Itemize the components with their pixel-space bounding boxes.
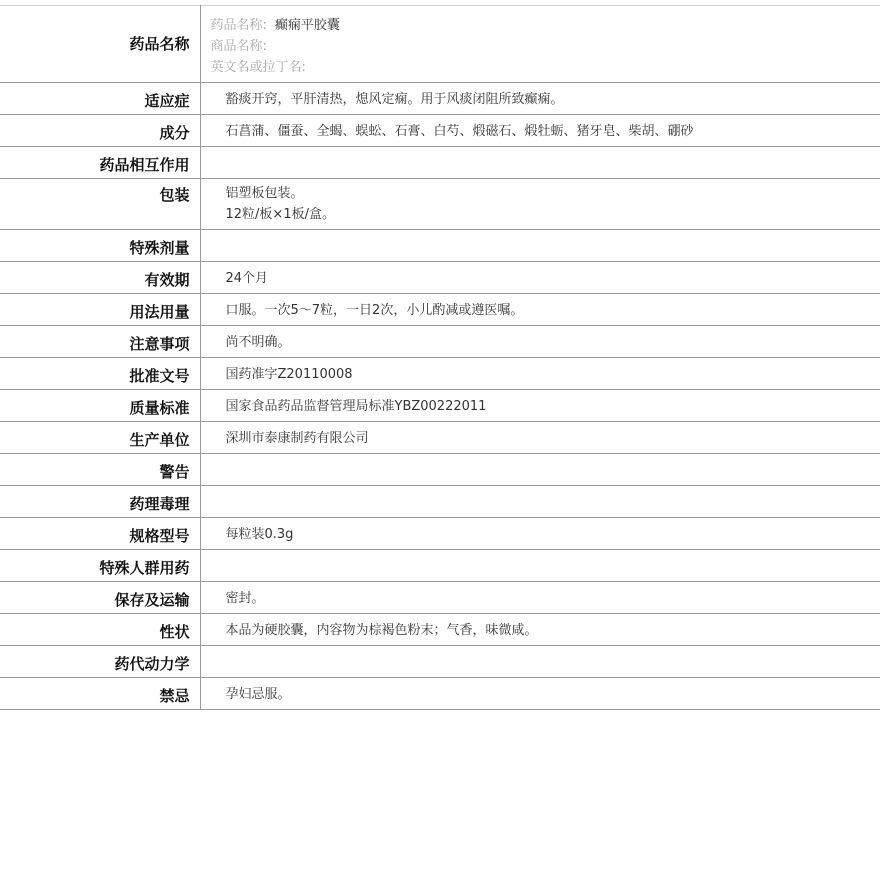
spec-value: 尚不明确。 — [225, 335, 291, 350]
spec-label: 保存及运输 — [114, 591, 190, 609]
spec-row-approval-number — [0, 358, 880, 390]
spec-value: 国家食品药品监督管理局标准YBZ00222011 — [225, 399, 487, 414]
drug-name-block — [201, 6, 880, 78]
spec-label-cell — [0, 294, 200, 326]
spec-value — [201, 646, 880, 652]
generic-name-key: 药品名称: — [210, 18, 267, 33]
spec-label: 性状 — [159, 623, 190, 641]
spec-value — [201, 550, 880, 556]
spec-label-cell — [0, 550, 200, 582]
spec-value: 深圳市泰康制药有限公司 — [225, 431, 369, 446]
spec-row-ingredients — [0, 115, 880, 147]
spec-value: 24个月 — [225, 271, 269, 286]
spec-label-cell — [0, 518, 200, 550]
spec-value: 密封。 — [225, 591, 265, 606]
spec-value-cell — [200, 115, 880, 147]
spec-value — [201, 230, 880, 236]
spec-row-drug-name — [0, 6, 880, 83]
english-name-key: 英文名或拉丁名: — [210, 60, 306, 75]
spec-value-cell — [200, 678, 880, 710]
spec-value — [201, 454, 880, 460]
spec-label-cell — [0, 179, 200, 230]
drug-spec-table — [0, 5, 880, 710]
spec-value-cell — [200, 326, 880, 358]
packaging-line-1: 铝塑板包装。 — [225, 186, 304, 201]
spec-label: 药品名称 — [129, 35, 190, 53]
spec-label: 禁忌 — [159, 687, 190, 705]
spec-label-cell — [0, 230, 200, 262]
spec-row-precautions — [0, 326, 880, 358]
spec-row-interactions — [0, 147, 880, 179]
spec-label: 规格型号 — [129, 527, 190, 545]
spec-value — [201, 147, 880, 153]
spec-value-cell — [200, 422, 880, 454]
english-name-line — [211, 57, 880, 78]
spec-row-dosage — [0, 294, 880, 326]
spec-value-cell — [200, 147, 880, 179]
spec-row-indications — [0, 83, 880, 115]
spec-label: 适应症 — [144, 92, 190, 110]
spec-value-cell — [200, 6, 880, 83]
spec-label-cell — [0, 358, 200, 390]
spec-label-cell — [0, 6, 200, 83]
spec-row-shelf-life — [0, 262, 880, 294]
spec-label-cell — [0, 678, 200, 710]
spec-value-cell — [200, 179, 880, 230]
spec-label-cell — [0, 646, 200, 678]
trade-name-key: 商品名称: — [210, 39, 267, 54]
spec-label: 药品相互作用 — [99, 156, 190, 174]
spec-label: 有效期 — [144, 271, 190, 289]
spec-value-cell — [200, 518, 880, 550]
spec-label: 成分 — [159, 124, 190, 142]
spec-label-cell — [0, 262, 200, 294]
spec-label: 警告 — [159, 463, 190, 481]
spec-label-cell — [0, 582, 200, 614]
spec-label-cell — [0, 83, 200, 115]
spec-label-cell — [0, 454, 200, 486]
spec-value: 本品为硬胶囊，内容物为棕褐色粉末；气香，味微咸。 — [225, 623, 538, 638]
spec-value-cell — [200, 294, 880, 326]
spec-label: 批准文号 — [129, 367, 190, 385]
spec-row-specification — [0, 518, 880, 550]
spec-label-cell — [0, 614, 200, 646]
spec-value-cell — [200, 262, 880, 294]
spec-label: 特殊人群用药 — [99, 559, 190, 577]
spec-label: 注意事项 — [129, 335, 190, 353]
spec-row-pharmacokinetics — [0, 646, 880, 678]
spec-value-cell — [200, 550, 880, 582]
spec-value: 口服。一次5～7粒，一日2次，小儿酌减或遵医嘱。 — [225, 303, 524, 318]
spec-label: 用法用量 — [129, 303, 190, 321]
spec-value: 孕妇忌服。 — [225, 687, 291, 702]
generic-name-value: 癫痫平胶囊 — [274, 18, 340, 33]
spec-label: 特殊剂量 — [129, 239, 190, 257]
spec-value-cell — [200, 454, 880, 486]
spec-label-cell — [0, 147, 200, 179]
spec-value-cell — [200, 614, 880, 646]
spec-value-cell — [200, 83, 880, 115]
spec-label-cell — [0, 422, 200, 454]
spec-row-storage — [0, 582, 880, 614]
spec-row-special-populations — [0, 550, 880, 582]
trade-name-line — [211, 36, 880, 57]
spec-value-cell — [200, 358, 880, 390]
spec-label: 生产单位 — [129, 431, 190, 449]
spec-row-appearance — [0, 614, 880, 646]
generic-name-line — [211, 15, 880, 36]
packaging-line-2: 12粒/板×1板/盒。 — [225, 207, 335, 222]
spec-row-warning — [0, 454, 880, 486]
spec-value-cell — [200, 646, 880, 678]
spec-label-cell — [0, 390, 200, 422]
spec-label-cell — [0, 486, 200, 518]
spec-label: 药理毒理 — [129, 495, 190, 513]
spec-label: 药代动力学 — [114, 655, 190, 673]
spec-value: 每粒装0.3g — [225, 527, 294, 542]
spec-label: 包装 — [159, 186, 190, 204]
spec-row-special-dosage — [0, 230, 880, 262]
spec-value-cell — [200, 230, 880, 262]
spec-row-pharmacology — [0, 486, 880, 518]
spec-value: 国药准字Z20110008 — [225, 367, 353, 382]
spec-row-packaging — [0, 179, 880, 230]
spec-label-cell — [0, 326, 200, 358]
spec-label: 质量标准 — [129, 399, 190, 417]
spec-value: 石菖蒲、僵蚕、全蝎、蜈蚣、石膏、白芍、煅磁石、煅牡蛎、猪牙皂、柴胡、硼砂 — [225, 124, 694, 139]
spec-value — [201, 486, 880, 492]
spec-row-contraindications — [0, 678, 880, 710]
spec-row-manufacturer — [0, 422, 880, 454]
spec-label-cell — [0, 115, 200, 147]
spec-value-cell — [200, 390, 880, 422]
spec-row-quality-standard — [0, 390, 880, 422]
spec-value: 豁痰开窍，平肝清热，熄风定痫。用于风痰闭阻所致癫痫。 — [225, 92, 564, 107]
spec-value-cell — [200, 486, 880, 518]
spec-value-cell — [200, 582, 880, 614]
